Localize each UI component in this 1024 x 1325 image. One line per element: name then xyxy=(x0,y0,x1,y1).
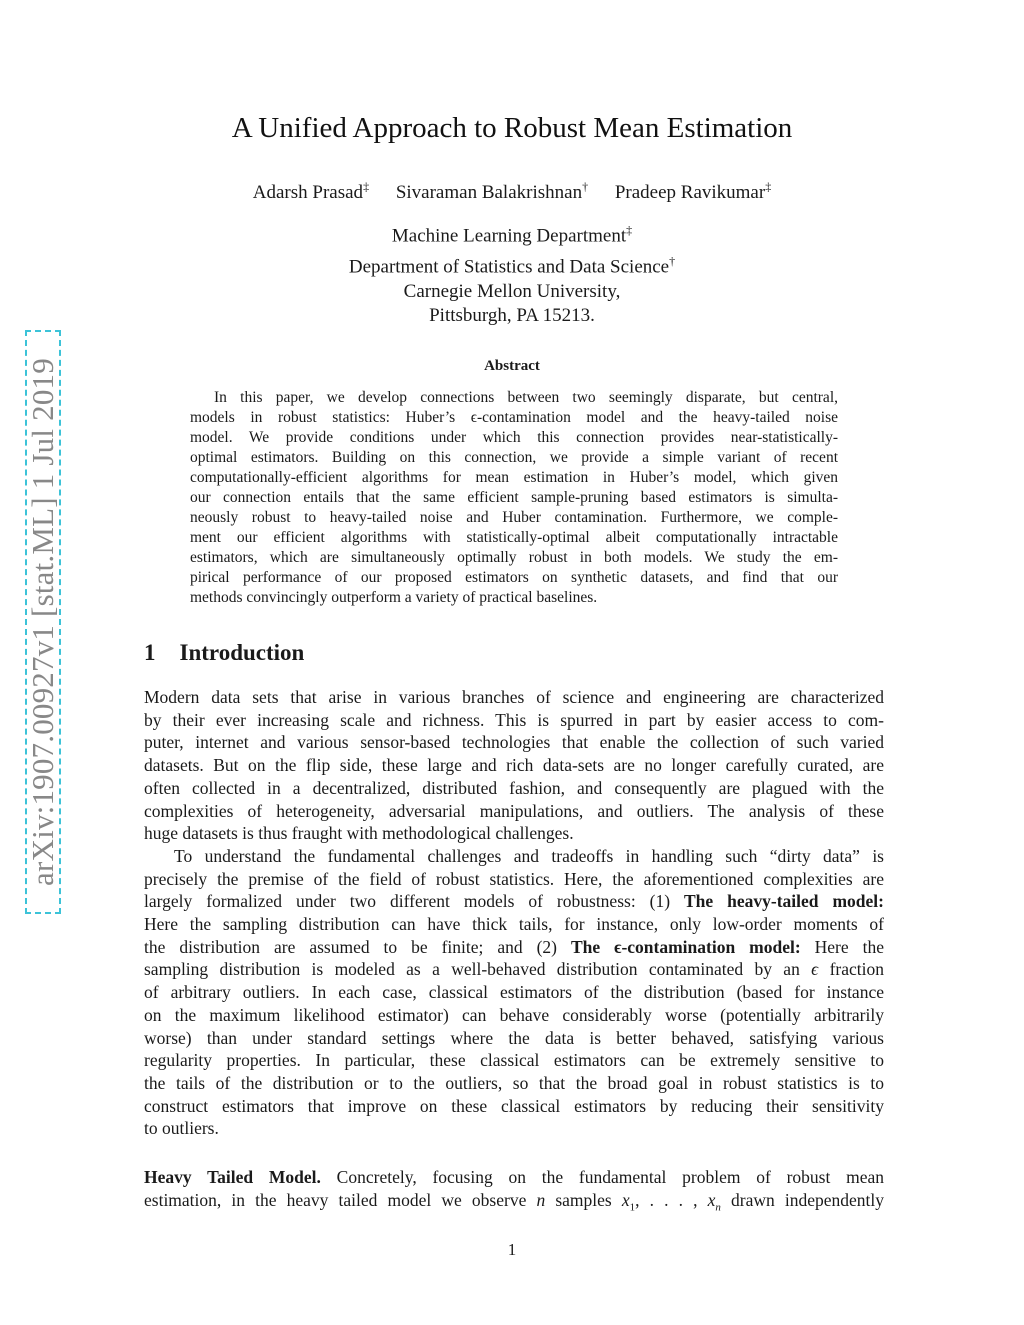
body-line: the distribution are assumed to be finite; and (2) The ϵ-contamination model: Here the xyxy=(144,936,884,957)
arxiv-stamp xyxy=(25,330,61,914)
introduction-body xyxy=(144,686,884,1219)
body-line: datasets. But on the flip side, these large and rich data-sets are no longer carefully curated, are xyxy=(144,755,884,776)
body-line: sampling distribution is modeled as a well-behaved distribution contaminated by an ϵ fraction xyxy=(144,959,884,980)
abstract-line: computationally-efficient algorithms for mean estimation in Huber’s model, which given xyxy=(190,469,838,486)
body-line: Modern data sets that arise in various branches of science and engineering are characterized xyxy=(144,687,884,707)
abstract-line: methods convincingly outperform a variety of practical baselines. xyxy=(190,589,598,606)
affiliation-line: Machine Learning Department‡ xyxy=(391,223,633,247)
arxiv-stamp-text: arXiv:1907.00927v1 [stat.ML] 1 Jul 2019 xyxy=(25,358,60,886)
abstract-line: optimal estimators. Building on this connection, we provide a simple variant of recent xyxy=(190,449,838,466)
abstract-line: In this paper, we develop connections between two seemingly disparate, but central, xyxy=(214,389,838,406)
body-line: puter, internet and various sensor-based technologies that enable the collection of such varied xyxy=(144,732,884,753)
body-line: often collected in a decentralized, distributed fashion, and consequently are plagued with the xyxy=(144,777,884,798)
page-number: 1 xyxy=(507,1240,517,1259)
affiliations xyxy=(0,218,1024,329)
abstract-heading: Abstract xyxy=(484,358,540,374)
author-1: Adarsh Prasad‡ xyxy=(252,180,370,204)
body-line: estimation, in the heavy tailed model we observe n samples $x_1$, . . . , $x_n$ drawn independently xyxy=(144,1189,885,1214)
paper-title: A Unified Approach to Robust Mean Estimation xyxy=(231,112,793,144)
heavy-tailed-heading: Heavy Tailed Model. xyxy=(144,1167,321,1188)
abstract-line: model. We provide conditions under which this connection provides near-statistically- xyxy=(190,429,838,446)
abstract-body xyxy=(190,388,838,608)
body-line: by their ever increasing scale and richness. This is spurred in part by easier access to com- xyxy=(144,709,884,730)
section-number: 1 xyxy=(144,640,156,665)
body-line: on the maximum likelihood estimator) can behave considerably worse (potentially arbitrarily xyxy=(144,1004,884,1025)
section-title: Introduction xyxy=(179,640,305,665)
section-heading xyxy=(144,640,304,666)
abstract-line: models in robust statistics: Huber’s ϵ-contamination model and the heavy-tailed noise xyxy=(190,409,838,426)
body-line: to outliers. xyxy=(144,1118,219,1139)
body-line: Here the sampling distribution can have thick tails, for instance, only low-order moments of xyxy=(144,914,884,935)
author-3: Pradeep Ravikumar‡ xyxy=(614,180,772,204)
body-line: Heavy Tailed Model. Concretely, focusing on the fundamental problem of robust mean xyxy=(144,1167,885,1188)
affiliation-line: Carnegie Mellon University, xyxy=(403,280,621,302)
body-line: precisely the premise of the field of robust statistics. Here, the aforementioned complexities are xyxy=(144,868,884,889)
abstract-line: pirical performance of our proposed estimators on synthetic datasets, and find that our xyxy=(190,569,838,586)
abstract-line: estimators, which are simultaneously optimally robust in both models. We study the em- xyxy=(190,549,838,566)
body-line: To understand the fundamental challenges and tradeoffs in handling such “dirty data” is xyxy=(174,845,884,866)
author-2: Sivaraman Balakrishnan† xyxy=(395,180,589,204)
body-line: construct estimators that improve on these classical estimators by reducing their sensitivity xyxy=(144,1095,884,1116)
body-line: largely formalized under two different models of robustness: (1) The heavy-tailed model: xyxy=(144,891,884,912)
abstract-line: our connection entails that the same efficient sample-pruning based estimators is simulta- xyxy=(190,489,838,506)
affiliation-line: Pittsburgh, PA 15213. xyxy=(429,305,595,327)
author-list xyxy=(0,180,1024,204)
body-line: worse) than under standard settings where the data is better behaved, satisfying various xyxy=(144,1027,884,1048)
affiliation-line: Department of Statistics and Data Science† xyxy=(348,253,676,278)
body-line: regularity properties. In particular, these classical estimators can be extremely sensitive to xyxy=(144,1050,884,1071)
abstract-line: neously robust to heavy-tailed noise and Huber contamination. Furthermore, we comple- xyxy=(190,509,838,526)
heavy-tailed-model-term: The heavy-tailed model: xyxy=(684,891,884,912)
body-line: huge datasets is thus fraught with methodological challenges. xyxy=(144,823,574,844)
body-line: the tails of the distribution or to the outliers, so that the broad goal in robust statistics is to xyxy=(144,1072,884,1093)
body-line: of arbitrary outliers. In each case, classical estimators of the distribution (based for instance xyxy=(144,982,884,1003)
abstract-line: ment our efficient algorithms with statistically-optimal albeit computationally intractable xyxy=(190,529,838,546)
body-line: complexities of heterogeneity, adversarial manipulations, and outliers. The analysis of these xyxy=(144,800,884,821)
contamination-model-term: The ϵ-contamination model: xyxy=(570,936,801,957)
